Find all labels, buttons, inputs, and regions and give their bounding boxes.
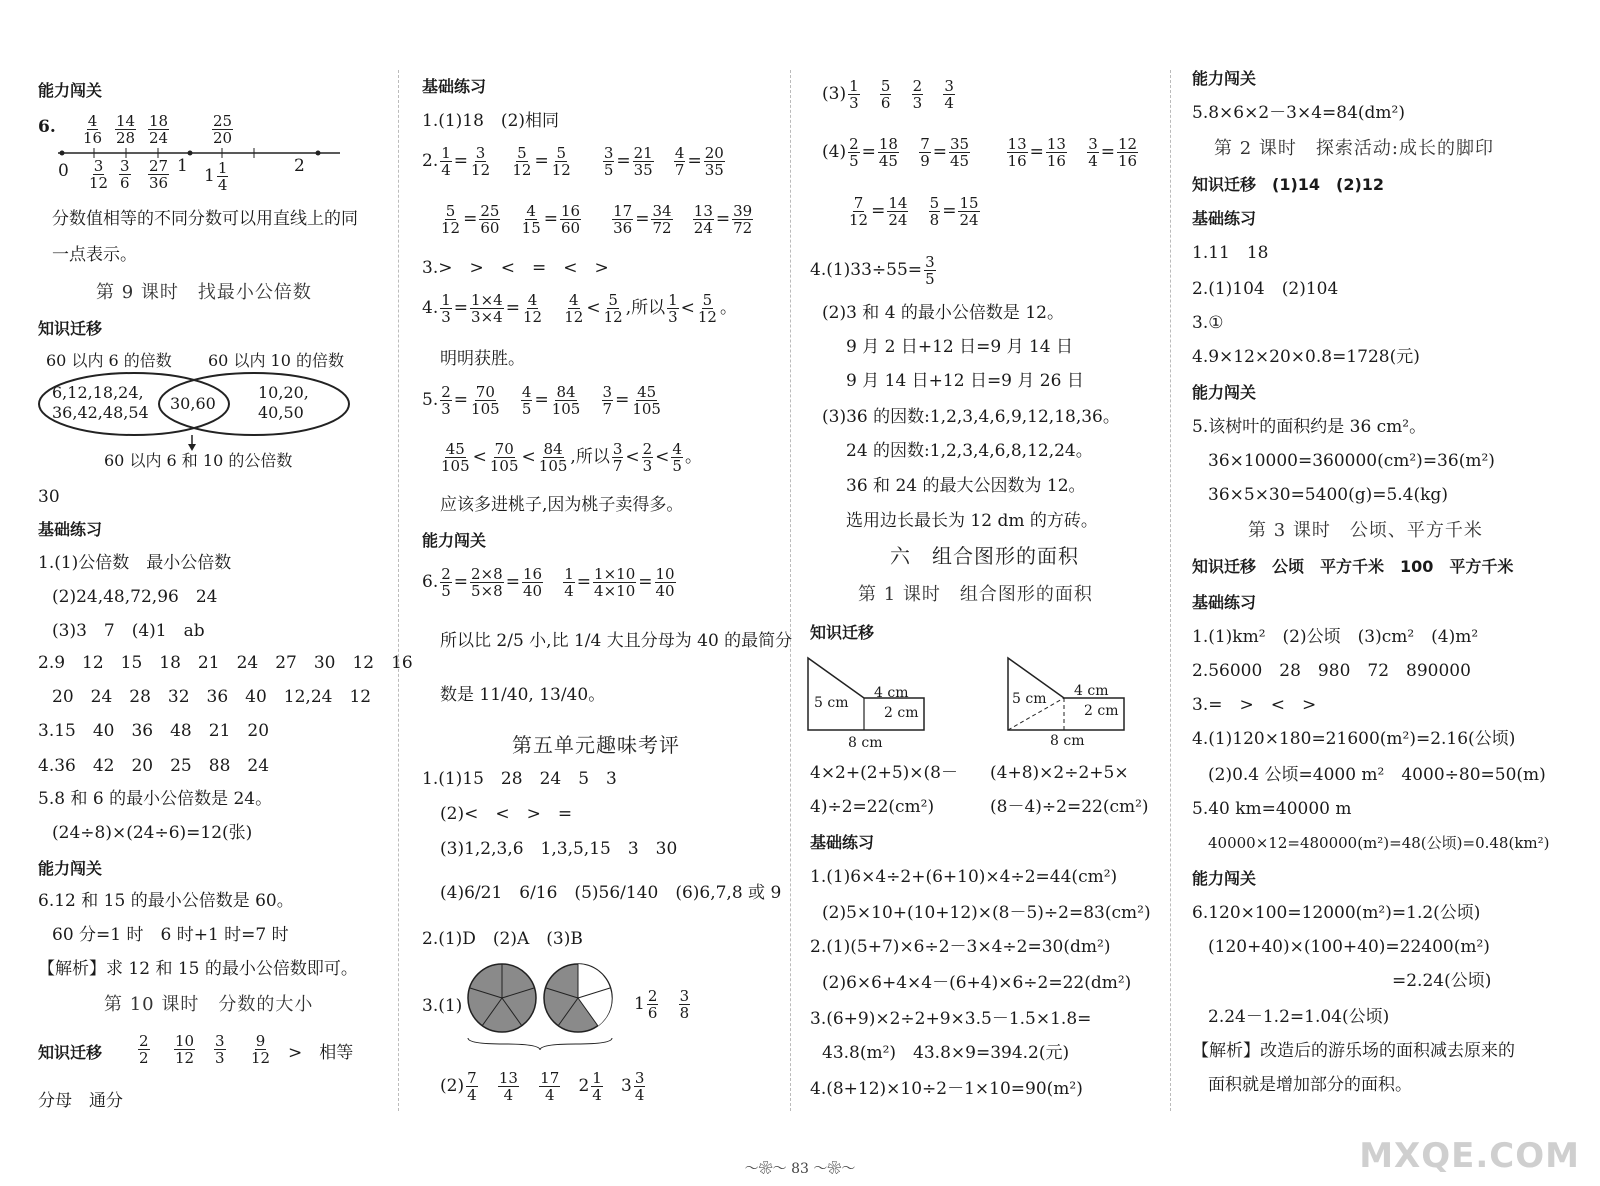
fraction-equation-line: $\frac{5}{12}$ = $\frac{25}{60}$ $\frac{4}{15}$ = $\frac{16}{60}$ $\frac{17}{36}$ = $\frac{34}{72}$ $\frac{13}{24}$ = $\frac{39}{72}$ [441, 202, 753, 237]
answer-label: 3.(1) [422, 996, 463, 1016]
answer-line: 4.(8+12)×10÷2－1×10=90(m²) [810, 1079, 1083, 1099]
answer-line: > 相等 [288, 1043, 354, 1063]
fraction-equation-line: 5. $\frac{2}{3}$ = $\frac{70}{105}$ $\frac{4}{5}$ = $\frac{84}{105}$ $\frac{3}{7}$ = $\frac{45}{105}$ [422, 383, 661, 418]
answer-line: 5.该树叶的面积约是 36 cm²。 [1192, 417, 1427, 437]
answer-line: 5.8×6×2－3×4=84(dm²) [1192, 103, 1405, 123]
answer-line: 1.(1)公倍数 最小公倍数 [38, 553, 232, 573]
answer-line: 36×10000=360000(cm²)=36(m²) [1208, 451, 1495, 471]
answer-line: 1.(1)km² (2)公顷 (3)cm² (4)m² [1192, 627, 1479, 647]
answer-line: 4×2+(2+5)×(8－ [810, 763, 958, 783]
tick-dot [60, 151, 65, 156]
answer-line: (8－4)÷2=22(cm²) [990, 797, 1149, 817]
label-one: 1 [177, 156, 188, 176]
dim-label: 4 cm [1074, 683, 1109, 699]
answer-line: (4)6/21 6/16 (5)56/140 (6)6,7,8 或 9 [440, 883, 782, 903]
section-heading: 能力闯关 [422, 531, 487, 550]
dim-label: 8 cm [848, 735, 883, 751]
page-number: 83 [791, 1161, 809, 1177]
fraction-equation-line: $\frac{45}{105}$ < $\frac{70}{105}$ < $\frac{84}{105}$ ,所以 $\frac{3}{7}$ < $\frac{2}{3}$ < $\frac{4}{5}$ 。 [441, 440, 702, 475]
answer-line: 1.(1)18 (2)相同 [422, 111, 560, 131]
section-heading: 能力闯关 [1192, 869, 1257, 888]
venn-left-title: 60 以内 6 的倍数 [46, 351, 172, 370]
answer-line: 1.11 18 [1192, 243, 1269, 263]
section-heading: 能力闯关 [1192, 69, 1257, 88]
fraction-answer: $\frac{3}{3}$ [215, 1032, 225, 1067]
answer-line: 3.> > < = < > [422, 258, 609, 278]
answer-line: 40000×12=480000(m²)=48(公顷)=0.48(km²) [1208, 834, 1550, 852]
tick-dot [316, 151, 321, 156]
answer-line: 4)÷2=22(cm²) [810, 797, 935, 817]
answer-line: 应该多进桃子,因为桃子卖得多。 [440, 495, 684, 515]
answer-line: (3)3 7 (4)1 ab [52, 621, 205, 641]
section-heading: 基础练习 [38, 520, 103, 539]
question-number: 6. [38, 117, 56, 137]
dim-label: 2 cm [1084, 703, 1119, 719]
lesson-title: 第 3 课时 公顷、平方千米 [1248, 520, 1483, 541]
fraction-equation-line: 2. $\frac{1}{4}$ = $\frac{3}{12}$ $\frac{5}{12}$ = $\frac{5}{12}$ $\frac{3}{5}$ = $\frac{21}{35}$ $\frac{4}{7}$ = $\frac{20}{35}$ [422, 144, 724, 179]
answer-line: 36 和 24 的最大公因数为 12。 [846, 476, 1086, 496]
label-zero: 0 [58, 161, 69, 181]
venn-left-text: 6,12,18,24, [52, 383, 144, 402]
answer-line: 明明获胜。 [440, 349, 525, 369]
section-heading: 知识迁移 [810, 623, 875, 642]
answer-line: 2.(1)104 (2)104 [1192, 279, 1339, 299]
section-heading: 能力闯关 [1192, 383, 1257, 402]
section-heading: 基础练习 [1192, 593, 1257, 612]
answer-line: 2.(1)D (2)A (3)B [422, 929, 583, 949]
bottom-fraction: $\frac{27}{36}$ [149, 157, 169, 192]
venn-center-text: 30,60 [170, 394, 216, 413]
fraction-answer: (2) $\frac{7}{4}$ $\frac{13}{4}$ $\frac{17}{4}$ 2 $\frac{1}{4}$ 3 $\frac{3}{4}$ [440, 1069, 645, 1104]
answer-line: 2.56000 28 980 72 890000 [1192, 661, 1471, 681]
analysis-line: 【解析】求 12 和 15 的最小公倍数即可。 [38, 959, 358, 979]
answer-line: 20 24 28 32 36 40 12,24 12 [52, 687, 372, 707]
fraction-equation-line: 4.(1)33÷55= $\frac{3}{5}$ [810, 253, 935, 288]
lesson-title: 第 10 课时 分数的大小 [104, 994, 314, 1015]
section-heading: 知识迁移 (1)14 (2)12 [1192, 175, 1385, 194]
column-divider [1170, 70, 1171, 1111]
answer-line: 1.(1)15 28 24 5 3 [422, 769, 617, 789]
fraction-answer: 1 $\frac{2}{6}$ $\frac{3}{8}$ [634, 987, 690, 1022]
bottom-fraction: $\frac{3}{6}$ [120, 157, 130, 192]
answer-line: 4.9×12×20×0.8=1728(元) [1192, 347, 1420, 367]
ornament-icon: 〜❀〜 [744, 1161, 787, 1177]
answer-line: 3.15 40 36 48 21 20 [38, 721, 270, 741]
answer-line: 分母 通分 [38, 1091, 123, 1111]
answer-line: 3.① [1192, 313, 1224, 333]
unit-title: 六 组合图形的面积 [890, 544, 1079, 568]
venn-bottom-label: 60 以内 6 和 10 的公倍数 [104, 451, 293, 470]
dim-label: 2 cm [884, 705, 919, 721]
fraction-answer: $\frac{10}{12}$ [175, 1032, 195, 1067]
section-heading: 基础练习 [422, 77, 487, 96]
top-fraction: $\frac{18}{24}$ [149, 112, 169, 147]
brace [468, 1038, 612, 1050]
answer-line: 60 分=1 时 6 时+1 时=7 时 [52, 925, 289, 945]
answer-line: (24÷8)×(24÷6)=12(张) [52, 823, 253, 843]
column-divider [398, 70, 399, 1111]
answer-line: 43.8(m²) 43.8×9=394.2(元) [822, 1043, 1070, 1063]
column-divider [790, 70, 791, 1111]
venn-right-text: 40,50 [258, 403, 304, 422]
fraction-equation-line: $\frac{7}{12}$ = $\frac{14}{24}$ $\frac{5}{8}$ = $\frac{15}{24}$ [849, 194, 979, 229]
answer-line: 数是 11/40, 13/40。 [440, 685, 606, 705]
answer-line [1192, 174, 1384, 196]
section-heading: 能力闯关 [38, 81, 103, 100]
answer-line: (2)6×6+4×4－(6+4)×6÷2=22(dm²) [822, 973, 1132, 993]
analysis-line: 面积就是增加部分的面积。 [1208, 1075, 1412, 1095]
section-heading: 基础练习 [810, 833, 875, 852]
answer-line: 24 的因数:1,2,3,4,6,8,12,24。 [846, 441, 1093, 461]
answer-line: 2.9 12 15 18 21 24 27 30 12 16 [38, 653, 413, 673]
section-heading: 知识迁移 [38, 1043, 103, 1062]
answer-line: (2)0.4 公顷=4000 m² 4000÷80=50(m) [1208, 765, 1546, 785]
answer-line: (2)3 和 4 的最小公倍数是 12。 [822, 303, 1064, 323]
watermark-logo: MXQE.COM [1359, 1136, 1580, 1176]
answer-line: (2)24,48,72,96 24 [52, 587, 218, 607]
answer-line: 3.= > < > [1192, 695, 1317, 715]
answer-line: (3)36 的因数:1,2,3,4,6,9,12,18,36。 [822, 407, 1120, 427]
lesson-title: 第 1 课时 组合图形的面积 [858, 584, 1093, 605]
analysis-line: 【解析】改造后的游乐场的面积减去原来的 [1192, 1041, 1515, 1061]
answer-line: 4.(1)120×180=21600(m²)=2.16(公顷) [1192, 729, 1516, 749]
top-fraction: $\frac{14}{28}$ [116, 112, 136, 147]
tick-dot [188, 151, 193, 156]
fraction-equation-line: 4. $\frac{1}{3}$ = $\frac{1\times 4}{3\times 4}$ = $\frac{4}{12}$ $\frac{4}{12}$ < $\frac{5}{12}$ ,所以 $\frac{1}{3}$ < $\frac{5}{12}$ 。 [422, 291, 737, 326]
bottom-fraction: $\frac{3}{12}$ [89, 157, 109, 192]
answer-line: 9 月 2 日+12 日=9 月 14 日 [846, 337, 1074, 357]
answer-line: (2)5×10+(10+12)×(8－5)÷2=83(cm²) [822, 903, 1151, 923]
dim-label: 8 cm [1050, 733, 1085, 749]
lesson-title: 第 2 课时 探索活动:成长的脚印 [1214, 138, 1494, 159]
fraction-equation-line: (4) $\frac{2}{5}$ = $\frac{18}{45}$ $\frac{7}{9}$ = $\frac{35}{45}$ $\frac{13}{16}$ = $\frac{13}{16}$ $\frac{3}{4}$ = $\frac{12}{16}$ [822, 135, 1138, 170]
top-fraction: $\frac{4}{16}$ [83, 112, 103, 147]
section-heading: 基础练习 [1192, 209, 1257, 228]
answer-line: 5.8 和 6 的最小公倍数是 24。 [38, 789, 273, 809]
answer-line: 6.12 和 15 的最小公倍数是 60。 [38, 891, 294, 911]
unit-test-title: 第五单元趣味考评 [512, 733, 680, 757]
answer-line: (2)< < > = [440, 804, 573, 824]
answer: 30 [38, 487, 60, 507]
answer-line [1192, 556, 1513, 578]
venn-left-text: 36,42,48,54 [52, 403, 149, 422]
fraction-equation-line: 6. $\frac{2}{5}$ = $\frac{2\times 8}{5\times 8}$ = $\frac{16}{40}$ $\frac{1}{4}$ = $\frac{1\times 10}{4\times 10}$ = $\frac{10}{40}$ [422, 565, 675, 600]
dim-label: 5 cm [814, 695, 849, 711]
ornament-icon: 〜❀〜 [813, 1161, 856, 1177]
label-two: 2 [294, 156, 305, 176]
answer-line: 2.(1)(5+7)×6÷2－3×4÷2=30(dm²) [810, 937, 1111, 957]
fraction-answer: $\frac{9}{12}$ [251, 1032, 271, 1067]
answer-line: (120+40)×(100+40)=22400(m²) [1208, 937, 1490, 957]
lesson-title: 第 9 课时 找最小公倍数 [96, 282, 312, 303]
pie-circles-figure [464, 960, 634, 1050]
answer-line: (3)1,2,3,6 1,3,5,15 3 30 [440, 839, 678, 859]
answer-line: 选用边长最长为 12 dm 的方砖。 [846, 511, 1098, 531]
fraction-answer: $\frac{2}{2}$ [139, 1032, 149, 1067]
answer-line: 6.120×100=12000(m²)=1.2(公顷) [1192, 903, 1481, 923]
answer-line: 3.(6+9)×2÷2+9×3.5－1.5×1.8= [810, 1009, 1092, 1029]
answer-line: 4.36 42 20 25 88 24 [38, 756, 270, 776]
dim-label: 5 cm [1012, 691, 1047, 707]
answer-line: 9 月 14 日+12 日=9 月 26 日 [846, 371, 1084, 391]
answer-line: 36×5×30=5400(g)=5.4(kg) [1208, 485, 1448, 505]
section-heading: 能力闯关 [38, 859, 103, 878]
text-line: 分数值相等的不同分数可以用直线上的同 [52, 209, 358, 229]
answer-line: 2.24－1.2=1.04(公顷) [1208, 1007, 1390, 1027]
circle-right [544, 964, 612, 1032]
text-line: 一点表示。 [52, 245, 137, 265]
top-fraction: $\frac{25}{20}$ [213, 112, 233, 147]
section-heading: 知识迁移 公顷 平方千米 100 平方千米 [1192, 557, 1514, 576]
venn-right-title: 60 以内 10 的倍数 [208, 351, 344, 370]
mixed-number: 1 $\frac{1}{4}$ [204, 159, 228, 194]
dim-label: 4 cm [874, 685, 909, 701]
answer-line: 5.40 km=40000 m [1192, 799, 1352, 819]
answer-line: =2.24(公顷) [1392, 971, 1492, 991]
venn-right-text: 10,20, [258, 383, 309, 402]
answer-line: 所以比 2/5 小,比 1/4 大且分母为 40 的最简分 [440, 631, 793, 651]
fraction-answer: (3) $\frac{1}{3}$ $\frac{5}{6}$ $\frac{2}{3}$ $\frac{3}{4}$ [822, 77, 954, 112]
section-heading: 知识迁移 [38, 319, 103, 338]
answer-line: (4+8)×2÷2+5× [990, 763, 1129, 783]
circle-left [468, 964, 536, 1032]
answer-line: 1.(1)6×4÷2+(6+10)×4÷2=44(cm²) [810, 867, 1118, 887]
